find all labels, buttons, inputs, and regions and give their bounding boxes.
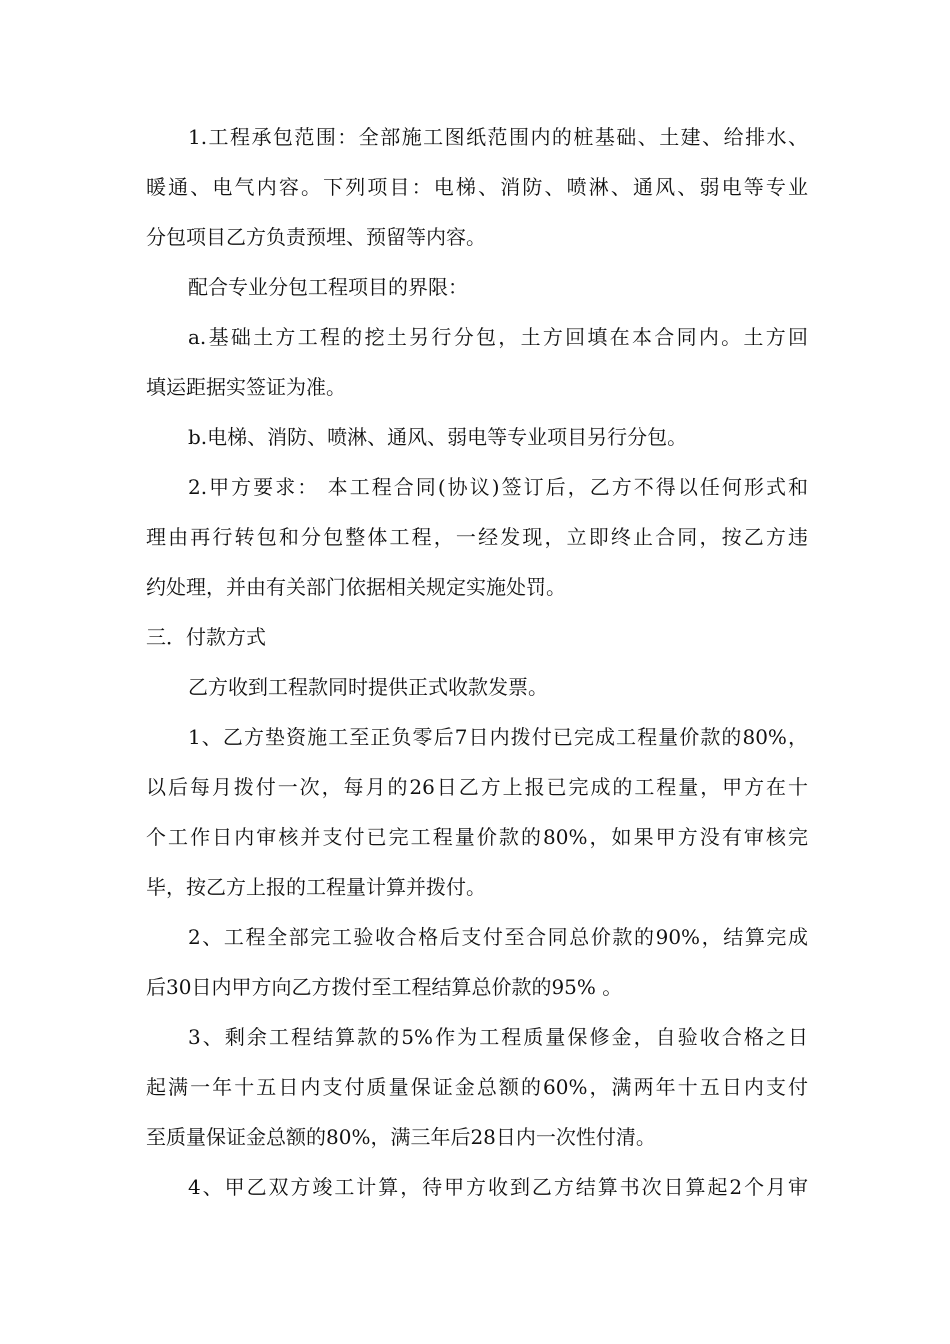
section-heading-payment: 三．付款方式 (146, 625, 266, 649)
scope-paragraph-line-3: 分包项目乙方负责预埋、预留等内容。 (146, 225, 486, 249)
clause-a-line-1: a.基础土方工程的挖土另行分包，土方回填在本合同内。土方回 (188, 325, 808, 349)
document-body (146, 112, 808, 1212)
clause-b-line: b.电梯、消防、喷淋、通风、弱电等专业项目另行分包。 (188, 425, 688, 449)
payment-item-4-line-1: 4、甲乙双方竣工计算，待甲方收到乙方结算书次日算起2个月审 (188, 1175, 808, 1199)
payment-item-3-line-2: 起满一年十五日内支付质量保证金总额的60%，满两年十五日内支付 (146, 1075, 808, 1099)
invoice-note: 乙方收到工程款同时提供正式收款发票。 (188, 675, 548, 699)
payment-item-1-line-2: 以后每月拨付一次，每月的26日乙方上报已完成的工程量，甲方在十 (146, 775, 808, 799)
payment-item-2-line-1: 2、工程全部完工验收合格后支付至合同总价款的90%，结算完成 (188, 925, 808, 949)
clause-a-line-2: 填运距据实签证为准。 (146, 375, 346, 399)
payment-item-2-line-2: 后30日内甲方向乙方拨付至工程结算总价款的95% 。 (146, 975, 623, 999)
payment-item-1-line-1: 1、乙方垫资施工至正负零后7日内拨付已完成工程量价款的80%， (188, 725, 808, 749)
payment-item-1-line-3: 个工作日内审核并支付已完工程量价款的80%，如果甲方没有审核完 (146, 825, 808, 849)
payment-item-3-line-1: 3、剩余工程结算款的5%作为工程质量保修金，自验收合格之日 (188, 1025, 808, 1049)
party-a-requirement-line-1: 2.甲方要求： 本工程合同(协议)签订后，乙方不得以任何形式和 (188, 475, 808, 499)
scope-paragraph-line-2: 暖通、电气内容。下列项目：电梯、消防、喷淋、通风、弱电等专业 (146, 175, 808, 199)
party-a-requirement-line-3: 约处理，并由有关部门依据相关规定实施处罚。 (146, 575, 566, 599)
subcontract-boundary-heading: 配合专业分包工程项目的界限： (188, 275, 468, 299)
scope-paragraph-line-1: 1.工程承包范围：全部施工图纸范围内的桩基础、土建、给排水、 (188, 125, 808, 149)
payment-item-3-line-3: 至质量保证金总额的80%，满三年后28日内一次性付清。 (146, 1125, 656, 1149)
payment-item-1-line-4: 毕，按乙方上报的工程量计算并拨付。 (146, 875, 486, 899)
party-a-requirement-line-2: 理由再行转包和分包整体工程，一经发现，立即终止合同，按乙方违 (146, 525, 808, 549)
